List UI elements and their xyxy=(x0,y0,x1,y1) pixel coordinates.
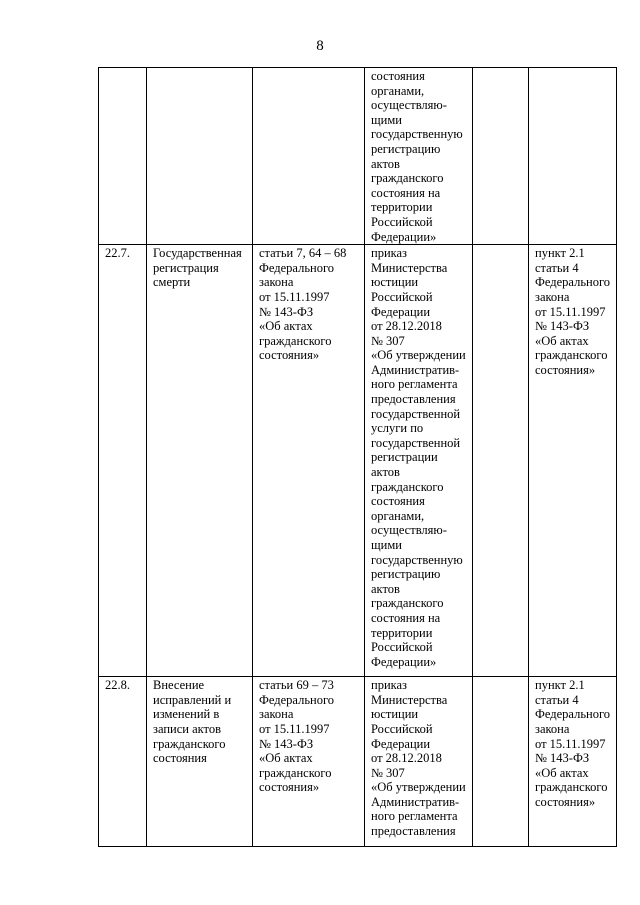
table-row xyxy=(99,245,617,677)
table-row xyxy=(99,68,617,245)
cell-authority-reference xyxy=(529,68,617,245)
cell-item-number: 22.7. xyxy=(99,245,147,677)
page-number: 8 xyxy=(316,38,324,54)
cell-law-reference: статьи 69 – 73 Федерального закона от 15.11.1997 № 143-ФЗ «Об актах гражданского состояния» xyxy=(253,677,365,847)
cell-empty-column xyxy=(473,245,529,677)
regulation-table xyxy=(98,67,617,847)
cell-authority-reference: пункт 2.1 статьи 4 Федерального закона от 15.11.1997 № 143-ФЗ «Об актах гражданского состояния» xyxy=(529,245,617,677)
cell-item-number: 22.8. xyxy=(99,677,147,847)
cell-service-name: Государственная регистрация смерти xyxy=(147,245,253,677)
cell-regulation-act: состояния органами, осуществляю- щими государственную регистрацию актов гражданского состояния на территории Российской Федерации» xyxy=(365,68,473,245)
table-row xyxy=(99,677,617,847)
cell-service-name xyxy=(147,68,253,245)
cell-regulation-act: приказ Министерства юстиции Российской Федерации от 28.12.2018 № 307 «Об утверждении Административ- ного регламента предоставления государственной услуги по государственной регистрации актов гражданского состояния органами, осуществляю- щими государственную регистрацию актов гражданского состояния на территории Российской Федерации» xyxy=(365,245,473,677)
cell-empty-column xyxy=(473,677,529,847)
cell-law-reference xyxy=(253,68,365,245)
cell-service-name: Внесение исправлений и изменений в записи актов гражданского состояния xyxy=(147,677,253,847)
cell-authority-reference: пункт 2.1 статьи 4 Федерального закона от 15.11.1997 № 143-ФЗ «Об актах гражданского состояния» xyxy=(529,677,617,847)
cell-empty-column xyxy=(473,68,529,245)
cell-item-number xyxy=(99,68,147,245)
cell-regulation-act: приказ Министерства юстиции Российской Федерации от 28.12.2018 № 307 «Об утверждении Административ- ного регламента предоставления xyxy=(365,677,473,847)
cell-law-reference: статьи 7, 64 – 68 Федерального закона от 15.11.1997 № 143-ФЗ «Об актах гражданского состояния» xyxy=(253,245,365,677)
